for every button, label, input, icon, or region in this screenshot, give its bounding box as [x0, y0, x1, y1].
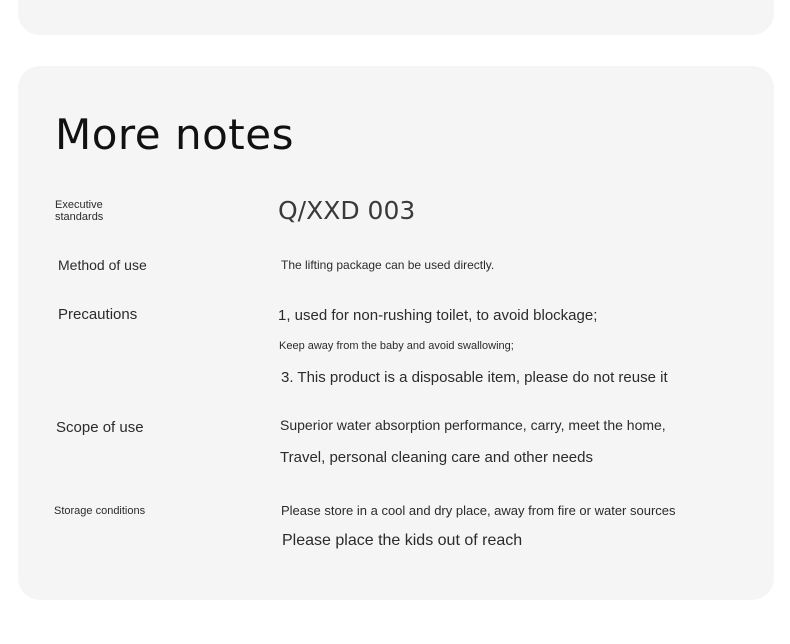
method-of-use-label: Method of use — [58, 257, 147, 273]
executive-standards-value: Q/XXD 003 — [278, 196, 416, 225]
precaution-line: 3. This product is a disposable item, please do not reuse it — [281, 369, 668, 386]
storage-conditions-line: Please store in a cool and dry place, away from fire or water sources — [281, 503, 676, 518]
storage-conditions-label: Storage conditions — [54, 505, 146, 517]
scope-of-use-line: Superior water absorption performance, carry, meet the home, — [280, 417, 666, 433]
precaution-line: 1, used for non-rushing toilet, to avoid blockage; — [278, 307, 598, 324]
storage-conditions-line: Please place the kids out of reach — [282, 532, 523, 549]
precaution-line: Keep away from the baby and avoid swallowing; — [279, 340, 514, 352]
method-of-use-value: The lifting package can be used directly. — [281, 258, 495, 272]
scope-of-use-label: Scope of use — [56, 419, 144, 436]
page-title: More notes — [55, 110, 294, 159]
precautions-label: Precautions — [58, 306, 138, 323]
previous-card — [18, 0, 774, 35]
executive-standards-label: Executive standards — [55, 199, 104, 223]
scope-of-use-line: Travel, personal cleaning care and other needs — [280, 449, 593, 466]
